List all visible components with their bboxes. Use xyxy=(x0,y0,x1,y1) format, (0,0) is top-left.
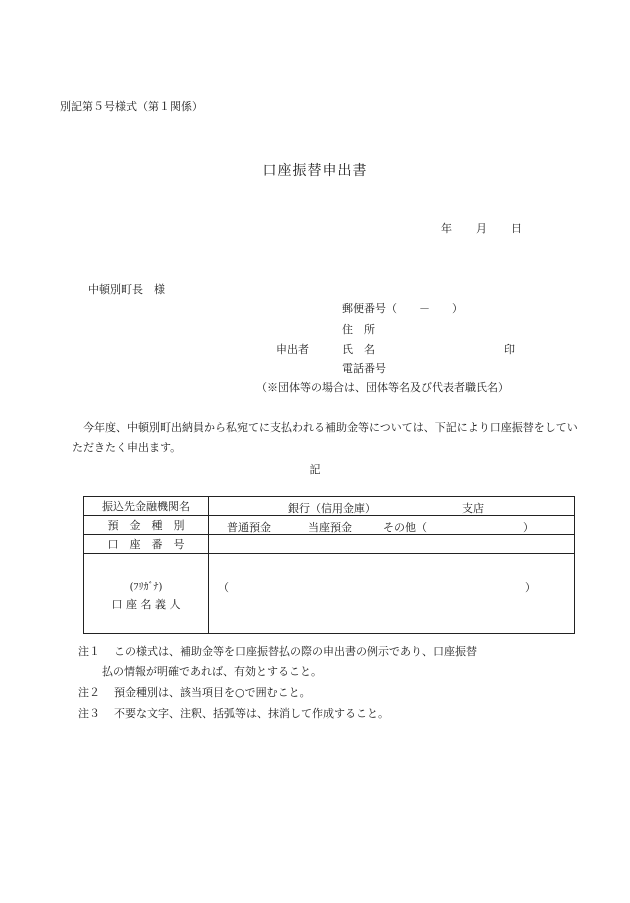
page-title: 口座振替申出書 xyxy=(262,163,368,179)
name-label: 氏 名 xyxy=(342,343,375,356)
bank-name-cell xyxy=(209,497,575,516)
group-note: （※団体等の場合は、団体等名及び代表者職氏名） xyxy=(256,381,509,394)
bank-name-label: 振込先金融機関名 xyxy=(84,497,209,516)
deposit-type-label: 預 金 種 別 xyxy=(84,516,209,535)
postal-code-label: 郵便番号（ － ） xyxy=(342,302,463,315)
note-3-text: 不要な文字、注釈、括弧等は、抹消して作成すること。 xyxy=(114,707,389,720)
account-holder-label-cell xyxy=(84,554,209,634)
table-row xyxy=(84,535,575,554)
table-row xyxy=(84,554,575,634)
date-year: 年 xyxy=(441,222,452,235)
deposit-type-cell xyxy=(209,516,575,535)
date-day: 日 xyxy=(511,222,522,235)
deposit-option-ordinary: 普通預金 xyxy=(227,521,271,534)
account-number-label: 口 座 番 号 xyxy=(84,535,209,554)
addressee: 中頓別町長 様 xyxy=(88,283,165,296)
branch-value: 支店 xyxy=(462,502,484,515)
bank-name-value: 銀行（信用金庫） xyxy=(288,502,376,515)
note-2-text: 預金種別は、該当項目を○で囲むこと。 xyxy=(114,686,311,699)
note-3-number: 注３ xyxy=(78,707,100,720)
furigana-close-paren: ） xyxy=(525,581,536,594)
deposit-other-close: ） xyxy=(523,521,534,534)
ki-heading: 記 xyxy=(309,463,321,476)
account-holder-cell xyxy=(209,554,575,634)
account-holder-label: 口 座 名 義 人 xyxy=(111,598,181,611)
note-1-number: 注１ xyxy=(78,645,100,658)
form-number: 別記第５号様式（第１関係） xyxy=(60,100,203,113)
note-1-continuation: 払の情報が明確であれば、有効とすること。 xyxy=(102,665,322,678)
address-label: 住 所 xyxy=(342,323,375,336)
furigana-label: (ﾌﾘｶﾞﾅ) xyxy=(129,582,163,593)
applicant-label: 申出者 xyxy=(276,343,309,356)
deposit-option-other: その他（ xyxy=(383,521,427,534)
table-row xyxy=(84,516,575,535)
deposit-option-current: 当座預金 xyxy=(308,521,352,534)
account-number-cell xyxy=(209,535,575,554)
table-row xyxy=(84,497,575,516)
account-table xyxy=(83,496,575,634)
furigana-open-paren: （ xyxy=(218,581,229,594)
request-body-text: 今年度、中頓別町出納員から私宛てに支払われる補助金等については、下記により口座振替をしていただきたく申出ます。 xyxy=(72,421,578,454)
note-1-text: この様式は、補助金等を口座振替払の際の申出書の例示であり、口座振替 xyxy=(114,645,477,658)
note-2-number: 注２ xyxy=(78,686,100,699)
seal-mark: 印 xyxy=(504,343,515,356)
date-month: 月 xyxy=(476,222,487,235)
phone-label: 電話番号 xyxy=(342,362,386,375)
